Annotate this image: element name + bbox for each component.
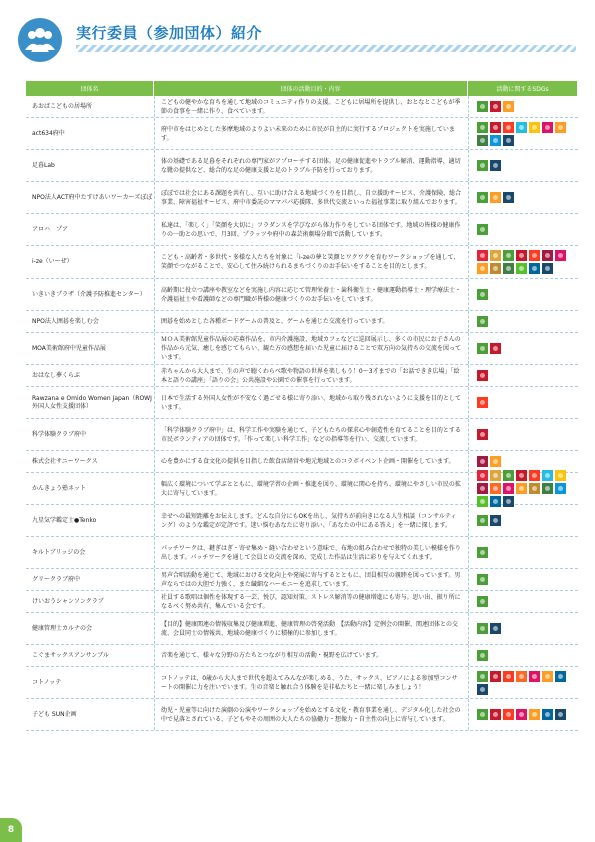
org-description: 幅広く環境について学ぶとともに、環境学習の企画・推進を図り、環境に関心を持ち、環境にやさしい市民の拡大に寄与しています。 <box>154 473 468 504</box>
sdg-goal-3-icon <box>503 470 514 481</box>
sdg-goal-11-icon <box>490 192 501 203</box>
sdg-icons <box>468 118 578 149</box>
members-table <box>26 81 578 731</box>
sdg-goal-3-icon <box>477 623 488 634</box>
sdg-goal-13-icon <box>542 483 553 494</box>
org-description: 「科学体験クラブ府中」は、科学工作や実験を通じて、子どもたちの探求心や創造性を育てることを目的とする市民ボランティアの団体です。「作って楽しい科学工作」などの指導等を行い、交流しています。 <box>154 419 468 450</box>
header-org-name: 団体名 <box>26 81 154 96</box>
org-description: ぽぽでは社会にある課題を共有し、互いに助け合える地域づくりを目指し、自立援助サービス、介護保険、総合事業、障害福祉サービス、府中市委託のママパパ応援隊、多世代交流といった福祉事業に取り組んでおります。 <box>154 182 468 213</box>
sdg-goal-17-icon <box>503 135 514 146</box>
sdg-goal-16-icon <box>555 671 566 682</box>
org-description: 囲碁を始めとした各種ボードゲームの普及と、ゲームを通じた交流を行っています。 <box>154 311 468 332</box>
org-name: おはなし夢くらぶ <box>32 371 81 379</box>
org-name: 子ども SUN企画 <box>32 710 77 718</box>
sdg-icons <box>468 569 578 590</box>
sdg-goal-5-icon <box>529 250 540 261</box>
org-name: アロハ プア <box>32 225 69 233</box>
sdg-goal-3-icon <box>477 596 488 607</box>
sdg-goal-14-icon <box>490 135 501 146</box>
sdg-icons <box>468 214 578 245</box>
table-row <box>26 387 578 419</box>
sdg-goal-17-icon <box>503 192 514 203</box>
sdg-icons <box>468 387 578 418</box>
org-description: コトノッテは、0歳から大人まで世代を超えてみんなが楽しめる、うた、サックス、ピアノによる参加型コンサートの開催に力を注いでいます。生の音楽と触れ合う体験を是非私たちと一緒に楽しみましょう！ <box>154 667 468 698</box>
sdg-goal-2-icon <box>490 250 501 261</box>
table-row <box>26 419 578 451</box>
sdg-goal-17-icon <box>542 263 553 274</box>
sdg-goal-13-icon <box>477 135 488 146</box>
org-name: こぐまサックスアンサンブル <box>32 651 110 659</box>
table-row <box>26 246 578 279</box>
sdg-goal-3-icon <box>477 101 488 112</box>
sdg-icons <box>468 182 578 213</box>
table-row <box>26 473 578 505</box>
sdg-icons <box>468 613 578 644</box>
table-row <box>26 214 578 246</box>
table-row <box>26 118 578 150</box>
table-row <box>26 537 578 569</box>
table-row <box>26 182 578 214</box>
org-name: 科学体験クラブ府中 <box>32 430 87 438</box>
sdg-icons <box>468 505 578 536</box>
org-description: こども・高齢者・多世代・多様な人たちを対象に「i-zeの夢と笑顔とワクワクを育むワークショップを通して、笑顔でつながることで、安心して住み続けられるまちづくりのお手伝いをすることを目的とします。 <box>154 246 468 278</box>
sdg-goal-16-icon <box>529 263 540 274</box>
org-description: 男声合唱活動を通じて、地域における文化向上や発展に寄与するとともに、団員相互の親睦を図っています。男声ならではの大胆で力強く、また繊細なハーモニーを追求しています。 <box>154 569 468 590</box>
sdg-goal-12-icon <box>529 483 540 494</box>
sdg-icons <box>468 365 578 386</box>
sdg-goal-3-icon <box>477 515 488 526</box>
sdg-icons <box>468 419 578 450</box>
sdg-goal-5-icon <box>477 397 488 408</box>
title-underline <box>76 45 576 52</box>
sdg-goal-4-icon <box>490 101 501 112</box>
table-row <box>26 96 578 118</box>
sdg-goal-11-icon <box>516 483 527 494</box>
table-row <box>26 569 578 591</box>
sdg-icons <box>468 667 578 698</box>
org-name: i-ze（いーぜ） <box>32 258 73 265</box>
sdg-goal-17-icon <box>490 160 501 171</box>
org-name: NPO法人ACT府中たすけあいワーカーズぽぽ <box>32 193 153 201</box>
org-description: 【目的】健康関連の情報収集及び健康増進、健康管理の啓発活動 【活動内容】定例会の開催、関連団体との交流、会員同士の情報共、地域の健康づくりに積極的に参加します。 <box>154 613 468 644</box>
sdg-goal-11-icon <box>555 122 566 133</box>
sdg-goal-11-icon <box>477 263 488 274</box>
org-description: 日本で生活する外国人女性が不安なく過ごせる様に寄り添い、地域から取り残されないように支援を目的としています。 <box>154 387 468 418</box>
page-number: 8 <box>0 818 22 842</box>
sdg-goal-10-icon <box>503 483 514 494</box>
org-name: キルトブリッジの会 <box>32 548 86 556</box>
sdg-icons <box>468 451 578 472</box>
sdg-goal-17-icon <box>490 515 501 526</box>
table-row <box>26 505 578 537</box>
sdg-goal-3-icon <box>477 650 488 661</box>
sdg-goal-16-icon <box>542 709 553 720</box>
sdg-goal-15-icon <box>516 263 527 274</box>
sdg-goal-15-icon <box>477 496 488 507</box>
sdg-goal-3-icon <box>477 709 488 720</box>
sdg-goal-17-icon <box>555 709 566 720</box>
org-description: 心を豊かにする食文化の提供を目指した飲食店経営や地元地域とのコラボイベント企画・開催をしています。 <box>154 451 468 472</box>
sdg-goal-8-icon <box>477 456 488 467</box>
org-name: グリークラブ府中 <box>32 575 81 583</box>
sdg-goal-3-icon <box>477 316 488 327</box>
sdg-goal-10-icon <box>555 250 566 261</box>
sdg-icons <box>468 333 578 364</box>
sdg-goal-11-icon <box>542 671 553 682</box>
sdg-goal-7-icon <box>555 470 566 481</box>
sdg-goal-17-icon <box>503 496 514 507</box>
org-name: 健康管理士カルナの会 <box>32 624 93 632</box>
sdg-icons <box>468 150 578 181</box>
org-description: 社員する歌唱は個性を体現する一芸、悦び。認知対策、ストレス解消等の健康増進にも寄与。思い出、振り所になるべく努め共有、集んでいる会です。 <box>154 591 468 612</box>
sdg-goal-5-icon <box>503 122 514 133</box>
table-row <box>26 279 578 311</box>
table-row <box>26 311 578 333</box>
sdg-goal-14-icon <box>555 483 566 494</box>
table-row <box>26 333 578 365</box>
sdg-goal-4-icon <box>490 709 501 720</box>
sdg-goal-3-icon <box>477 671 488 682</box>
org-name: 九星気学鑑定士●Tenko <box>32 516 97 524</box>
sdg-goal-10-icon <box>516 709 527 720</box>
table-row <box>26 645 578 667</box>
sdg-goal-5-icon <box>503 709 514 720</box>
sdg-goal-3-icon <box>477 343 488 354</box>
sdg-icons <box>468 537 578 568</box>
org-name: MOA美術館府中児童作品展 <box>32 344 106 352</box>
people-group-icon <box>18 18 62 62</box>
table-row <box>26 365 578 387</box>
page-title: 実行委員（参加団体）紹介 <box>76 24 263 42</box>
sdg-goal-1-icon <box>477 470 488 481</box>
org-description: 体の基礎である足暮をそれぞれの専門家がアプローチする団体。足の健康促進やトラブル解消、運動指導、適切な靴の提供など、総合的な足の健康支援と足のトラブル予防を行っております。 <box>154 150 468 181</box>
sdg-goal-6-icon <box>542 470 553 481</box>
org-name: NPO法人囲碁を楽しむ会 <box>32 317 99 325</box>
org-description: 音楽を通じて、様々な分野の方たちとつながり相互の活動・視野を広げています。 <box>154 645 468 666</box>
sdg-goal-13-icon <box>503 263 514 274</box>
org-name: かんきょう塾ネット <box>32 484 87 492</box>
header-activity: 団体の活動目的・内容 <box>154 81 468 96</box>
sdg-icons <box>468 473 578 504</box>
sdg-goal-2-icon <box>490 470 501 481</box>
table-row <box>26 591 578 613</box>
sdg-goal-8-icon <box>542 250 553 261</box>
sdg-goal-3-icon <box>477 574 488 585</box>
sdg-icons <box>468 96 578 117</box>
sdg-goal-3-icon <box>477 122 488 133</box>
sdg-icons <box>468 279 578 310</box>
sdg-goal-4-icon <box>490 343 501 354</box>
sdg-goal-10-icon <box>542 122 553 133</box>
table-row <box>26 699 578 731</box>
sdg-icons <box>468 645 578 666</box>
sdg-goal-12-icon <box>490 263 501 274</box>
sdg-icons <box>468 311 578 332</box>
table-body <box>26 96 578 731</box>
sdg-goal-3-icon <box>477 160 488 171</box>
org-name: いきいきプラザ（介護予防推進センター） <box>32 290 146 298</box>
table-row <box>26 667 578 699</box>
org-name: コトノッテ <box>32 678 62 686</box>
sdg-goal-4-icon <box>490 122 501 133</box>
sdg-icons <box>468 699 578 730</box>
table-header <box>26 81 578 96</box>
org-description: 高齢期に役立つ講座や教室などを実施し内容に応じて管理栄養士・歯科衛生士・健康運動指導士・理学療法士・介護福祉士や看護師などの専門職が皆様の健康づくりのお手伝いをしています。 <box>154 279 468 310</box>
org-description: ＭＯＡ美術館児童作品展の応募作品を、市内介護施設、地域カフェなどに巡回展示し、多くの市民にお子さんの作品から元気、癒しを感じてもらい、観た方の感想を届いた児童に届けることで双方向の気持ちの交流を図っています。 <box>154 333 468 364</box>
sdg-goal-6-icon <box>516 122 527 133</box>
org-description: 赤ちゃんから大人まで、生の声で聴くわらべ歌や物語の世界を楽しもう！0～3才までの「お話できき広場」「絵本と語りの講座」「語りの会」公共施設や公園での催事を行っています。 <box>154 365 468 386</box>
sdg-goal-17-icon <box>477 684 488 695</box>
sdg-goal-11-icon <box>503 101 514 112</box>
sdg-goal-4-icon <box>490 671 501 682</box>
header-sdgs: 活動に関するSDGs <box>468 81 578 96</box>
org-description: 府中市をはじめとした多摩地域のよりよい未来のために市民が自主的に実行するプロジェクトを実施しています。 <box>154 118 468 149</box>
org-description: 幸せへの最短距離をお伝えします。どんな自分にもOKを出し、気持ちが前向きになる人生相談（コンサルティング）のような鑑定が定評です。迷い悩むあなたに寄り添い、「あなたの中にある答え」を一緒に探します。 <box>154 505 468 536</box>
table-row <box>26 613 578 645</box>
sdg-icons <box>468 246 578 278</box>
sdg-goal-3-icon <box>477 192 488 203</box>
sdg-goal-3-icon <box>477 289 488 300</box>
sdg-goal-4-icon <box>516 470 527 481</box>
sdg-goal-4-icon <box>516 250 527 261</box>
sdg-goal-11-icon <box>490 456 501 467</box>
sdg-goal-5-icon <box>503 671 514 682</box>
org-description: 幼児・児童等に向けた演劇の公演やワークショップを始めとする文化・教育事業を通し、デジタル化した社会の中で見落とされている、子どもやその周囲の大人たちの協働力・想像力・自主性の向上に寄与しています。 <box>154 699 468 730</box>
sdg-icons <box>468 591 578 612</box>
org-description: 私達は、「楽しく」「笑顔を大切に」フラダンスを学びながら体力作りをしている団体です。地域の皆様の健康作りの一助との思いで、月3回、プラッツや府中の森芸術劇場分館で活動しています。 <box>154 214 468 245</box>
sdg-goal-9-icon <box>516 671 527 682</box>
sdg-goal-11-icon <box>529 709 540 720</box>
page-header <box>0 0 595 80</box>
table-row <box>26 150 578 182</box>
sdg-goal-7-icon <box>529 122 540 133</box>
org-name: けいおうシャンソンクラブ <box>32 597 104 605</box>
sdg-goal-16-icon <box>490 496 501 507</box>
org-name: 株式会社サニーワークス <box>32 457 98 465</box>
sdg-goal-8-icon <box>477 483 488 494</box>
sdg-goal-17-icon <box>490 623 501 634</box>
org-description: パッチワークは、鍵ぎはぎ・寄せ集め・縫い合わせという意味で、布地の組み合わせで独特の美しい模様を作り出します。パッチワークを通して会員との交流を深め、完成した作品は生活に彩りを与えてくれます。 <box>154 537 468 568</box>
sdg-goal-4-icon <box>477 429 488 440</box>
org-description: こどもの健やかな育ちを通して地域のコミュニティ作りの支援。こどもに居場所を提供し、おとなとこどもが季節の食事を一緒に作り、食べています。 <box>154 96 468 117</box>
sdg-goal-3-icon <box>503 250 514 261</box>
sdg-goal-5-icon <box>529 470 540 481</box>
sdg-goal-4-icon <box>477 370 488 381</box>
sdg-goal-9-icon <box>490 483 501 494</box>
org-name: 足暮Lab <box>32 161 55 169</box>
org-name: act634府中 <box>32 129 65 137</box>
sdg-goal-10-icon <box>529 671 540 682</box>
org-name: Rawzana e Omido Women Japan（ROWJ外国人女性支援団体） <box>32 394 152 410</box>
sdg-goal-3-icon <box>477 547 488 558</box>
sdg-goal-3-icon <box>477 224 488 235</box>
sdg-goal-1-icon <box>477 250 488 261</box>
org-name: あおばこどもの居場所 <box>32 102 93 110</box>
